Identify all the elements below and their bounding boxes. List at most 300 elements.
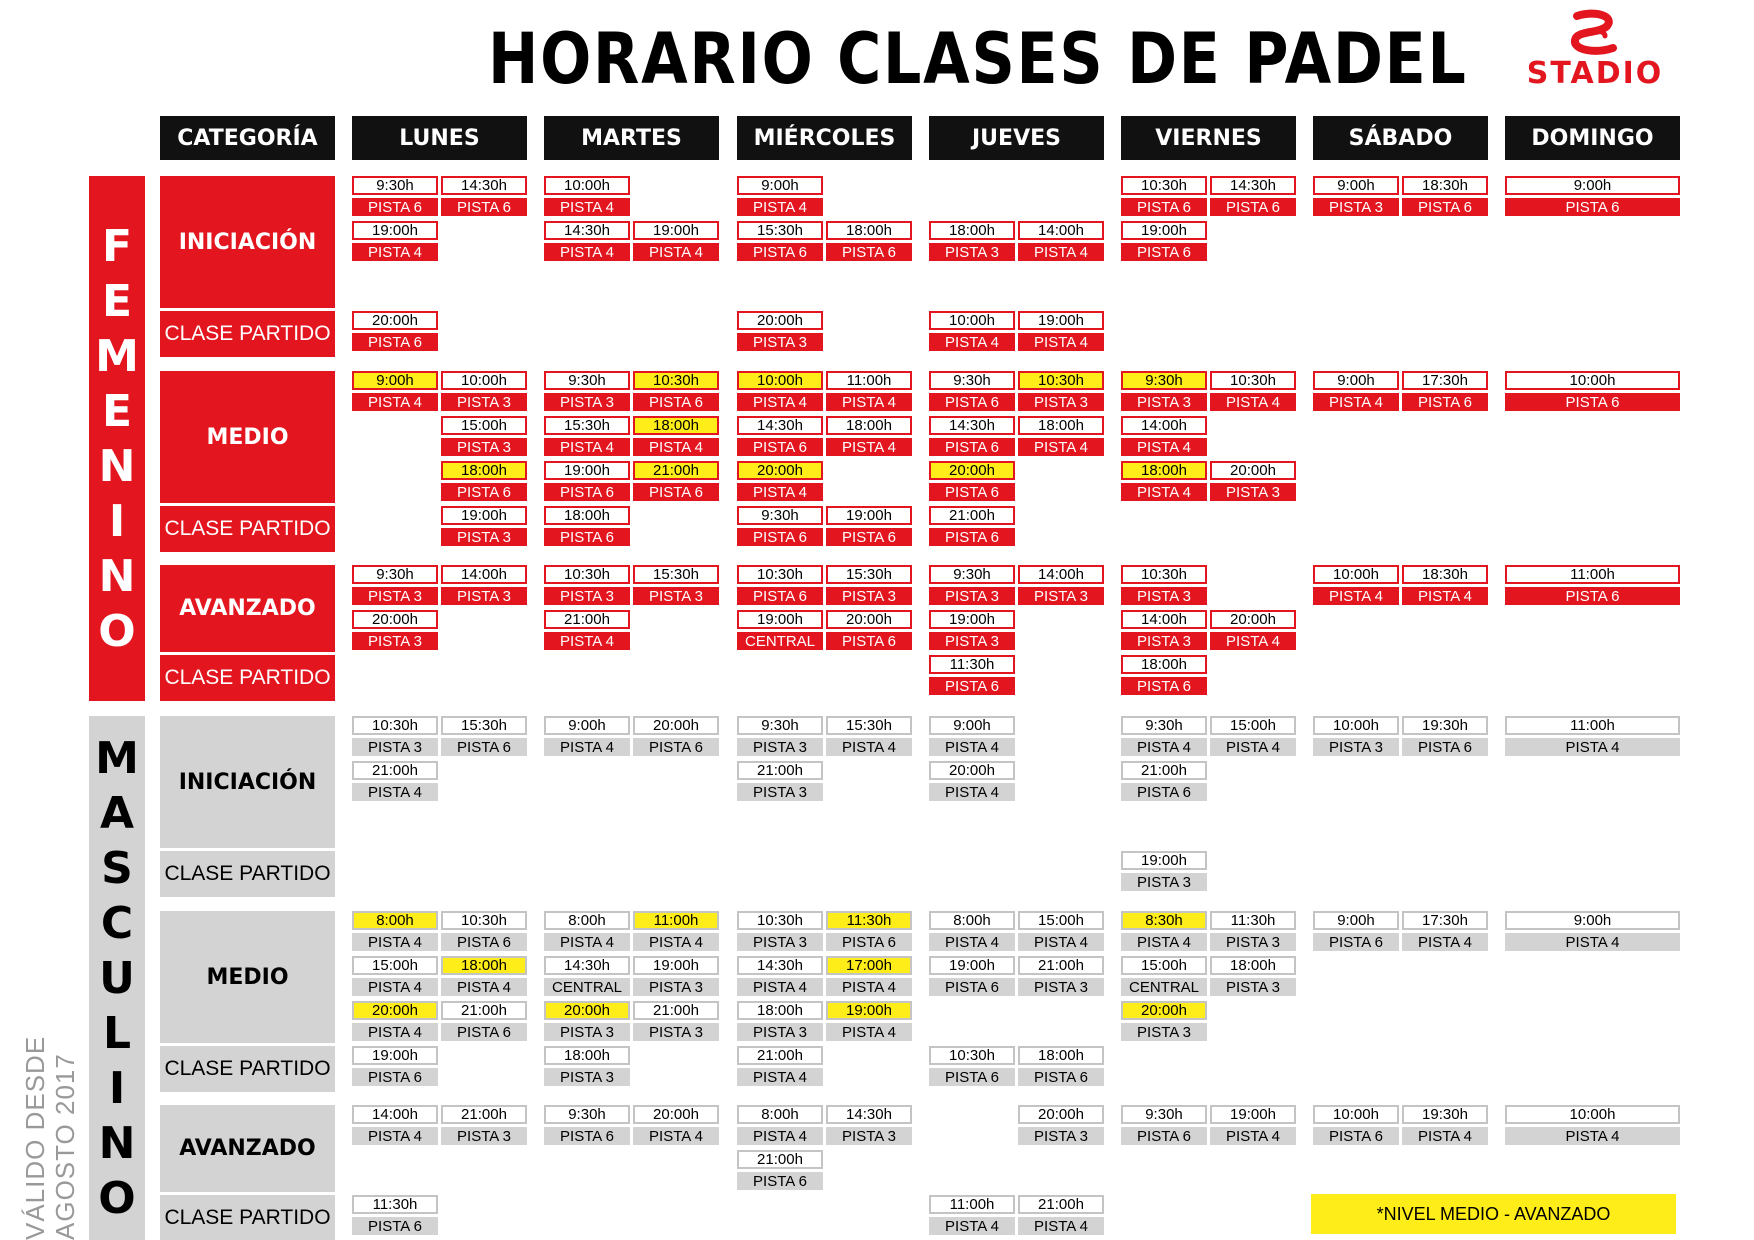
class-slot: [929, 565, 1015, 605]
logo-text: STADIO: [1526, 56, 1664, 91]
slot-time: 14:00h: [1018, 565, 1104, 584]
class-slot: [737, 761, 823, 801]
femenino-letter: O: [98, 605, 136, 657]
slot-court: PISTA 6: [737, 1172, 823, 1190]
class-slot: [826, 371, 912, 411]
slot-court: PISTA 6: [826, 243, 912, 261]
slot-time: 10:30h: [1121, 176, 1207, 195]
slot-court: PISTA 6: [929, 483, 1015, 501]
slot-court: PISTA 6: [929, 528, 1015, 546]
slot-time-highlighted: 18:00h: [1121, 461, 1207, 480]
slot-time: 14:30h: [544, 221, 630, 240]
slot-time: 18:30h: [1402, 176, 1488, 195]
masculino-letter: N: [98, 1117, 136, 1169]
class-slot: [1121, 610, 1207, 650]
class-slot: [1402, 716, 1488, 756]
slot-time: 11:30h: [352, 1195, 438, 1214]
slot-court: PISTA 6: [737, 528, 823, 546]
class-slot: [737, 1150, 823, 1190]
slot-time-highlighted: 17:00h: [826, 956, 912, 975]
slot-court: PISTA 4: [1210, 738, 1296, 756]
slot-time-highlighted: 20:00h: [1121, 1001, 1207, 1020]
slot-court: PISTA 4: [544, 632, 630, 650]
slot-court: PISTA 4: [633, 243, 719, 261]
slot-time: 15:30h: [737, 221, 823, 240]
mas-medio-label: MEDIO: [160, 911, 335, 1043]
slot-time: 8:00h: [737, 1105, 823, 1124]
slot-time: 9:30h: [1121, 716, 1207, 735]
slot-time: 10:00h: [441, 371, 527, 390]
slot-time: 18:00h: [1210, 956, 1296, 975]
class-slot: [633, 221, 719, 261]
class-slot: [826, 956, 912, 996]
slot-court: PISTA 3: [737, 933, 823, 951]
slot-time: 19:00h: [929, 956, 1015, 975]
slot-court: PISTA 3: [1018, 587, 1104, 605]
slot-court: PISTA 3: [1210, 483, 1296, 501]
slot-court: PISTA 4: [737, 1127, 823, 1145]
class-slot: [352, 610, 438, 650]
class-slot: [633, 416, 719, 456]
slot-court: PISTA 3: [1313, 738, 1399, 756]
slot-court: PISTA 4: [544, 243, 630, 261]
class-slot: [1210, 716, 1296, 756]
slot-time: 19:00h: [826, 506, 912, 525]
slot-court: PISTA 6: [352, 1068, 438, 1086]
slot-time-highlighted: 9:30h: [1121, 371, 1207, 390]
slot-time: 15:30h: [826, 716, 912, 735]
slot-court: PISTA 4: [1018, 933, 1104, 951]
slot-time: 11:30h: [929, 655, 1015, 674]
slot-time-highlighted: 18:00h: [633, 416, 719, 435]
slot-time: 9:00h: [1505, 176, 1680, 195]
class-slot: [544, 176, 630, 216]
slot-court: PISTA 4: [737, 1068, 823, 1086]
class-slot: [633, 461, 719, 501]
slot-time: 10:30h: [737, 911, 823, 930]
class-slot: [826, 911, 912, 951]
slot-court: PISTA 4: [826, 438, 912, 456]
slot-court: PISTA 6: [1505, 393, 1680, 411]
class-slot: [1505, 716, 1680, 756]
slot-time: 19:00h: [1210, 1105, 1296, 1124]
slot-time: 18:00h: [544, 506, 630, 525]
class-slot: [737, 716, 823, 756]
slot-court: PISTA 6: [737, 438, 823, 456]
slot-court: PISTA 4: [1402, 587, 1488, 605]
class-slot: [352, 371, 438, 411]
slot-court: PISTA 4: [1505, 933, 1680, 951]
class-slot: [1121, 176, 1207, 216]
slot-time: 9:00h: [544, 716, 630, 735]
slot-time: 19:00h: [929, 610, 1015, 629]
slot-court: PISTA 3: [737, 1023, 823, 1041]
slot-time: 9:30h: [737, 506, 823, 525]
class-slot: [929, 371, 1015, 411]
class-slot: [929, 610, 1015, 650]
slot-court: PISTA 6: [633, 483, 719, 501]
class-slot: [441, 416, 527, 456]
slot-time-highlighted: 10:30h: [1018, 371, 1104, 390]
slot-court: PISTA 3: [1018, 393, 1104, 411]
slot-court: PISTA 6: [1121, 243, 1207, 261]
slot-time: 18:00h: [826, 221, 912, 240]
femenino-letter: F: [101, 220, 133, 272]
slot-time: 8:00h: [929, 911, 1015, 930]
slot-time: 14:00h: [441, 565, 527, 584]
page-title: HORARIO CLASES DE PADEL: [488, 18, 1468, 100]
slot-court: PISTA 3: [1121, 1023, 1207, 1041]
slot-court: PISTA 6: [737, 587, 823, 605]
class-slot: [352, 176, 438, 216]
slot-court: CENTRAL: [737, 632, 823, 650]
slot-court: PISTA 6: [441, 933, 527, 951]
class-slot: [352, 911, 438, 951]
slot-court: PISTA 4: [1121, 738, 1207, 756]
slot-court: PISTA 6: [929, 438, 1015, 456]
class-slot: [1018, 1105, 1104, 1145]
masculino-letter: C: [100, 897, 134, 949]
class-slot: [1402, 911, 1488, 951]
slot-time: 15:00h: [1210, 716, 1296, 735]
class-slot: [1121, 221, 1207, 261]
class-slot: [544, 1001, 630, 1041]
slot-court: PISTA 3: [441, 528, 527, 546]
class-slot: [441, 956, 527, 996]
slot-court: PISTA 3: [1210, 978, 1296, 996]
class-slot: [544, 565, 630, 605]
class-slot: [1210, 610, 1296, 650]
slot-time: 18:00h: [1018, 416, 1104, 435]
class-slot: [544, 221, 630, 261]
class-slot: [1313, 176, 1399, 216]
class-slot: [737, 1105, 823, 1145]
fem-iniciacion-clase-partido: CLASE PARTIDO: [160, 311, 335, 357]
slot-court: PISTA 4: [1018, 243, 1104, 261]
slot-court: PISTA 4: [1018, 333, 1104, 351]
class-slot: [544, 371, 630, 411]
class-slot: [1505, 911, 1680, 951]
class-slot: [929, 506, 1015, 546]
slot-court: PISTA 4: [544, 198, 630, 216]
slot-time: 10:00h: [1313, 716, 1399, 735]
slot-court: CENTRAL: [1121, 978, 1207, 996]
slot-time-highlighted: 11:00h: [633, 911, 719, 930]
slot-time-highlighted: 9:00h: [352, 371, 438, 390]
slot-time: 21:00h: [441, 1105, 527, 1124]
slot-court: PISTA 6: [737, 243, 823, 261]
slot-time-highlighted: 10:00h: [737, 371, 823, 390]
mas-avanzado-clase-partido: CLASE PARTIDO: [160, 1195, 335, 1240]
header-day-miercoles: MIÉRCOLES: [737, 116, 912, 160]
slot-court: PISTA 3: [1121, 632, 1207, 650]
class-slot: [544, 1105, 630, 1145]
femenino-letter: E: [101, 385, 133, 437]
slot-court: PISTA 4: [826, 1023, 912, 1041]
slot-time: 9:30h: [737, 716, 823, 735]
slot-court: PISTA 3: [1018, 978, 1104, 996]
class-slot: [352, 221, 438, 261]
class-slot: [1505, 371, 1680, 411]
slot-time: 21:00h: [929, 506, 1015, 525]
class-slot: [1121, 761, 1207, 801]
class-slot: [929, 911, 1015, 951]
slot-time: 18:00h: [1121, 655, 1207, 674]
class-slot: [633, 911, 719, 951]
class-slot: [737, 1046, 823, 1086]
slot-court: PISTA 6: [441, 738, 527, 756]
class-slot: [826, 1001, 912, 1041]
class-slot: [633, 371, 719, 411]
class-slot: [737, 461, 823, 501]
class-slot: [826, 1105, 912, 1145]
class-slot: [1121, 911, 1207, 951]
class-slot: [929, 1195, 1015, 1235]
slot-time: 14:00h: [1121, 610, 1207, 629]
slot-court: PISTA 3: [441, 587, 527, 605]
class-slot: [826, 221, 912, 261]
class-slot: [1313, 1105, 1399, 1145]
slot-time-highlighted: 18:00h: [441, 461, 527, 480]
slot-time: 14:30h: [929, 416, 1015, 435]
slot-time: 18:00h: [1018, 1046, 1104, 1065]
group-masculino-bar: [89, 716, 145, 1240]
slot-court: PISTA 4: [1402, 933, 1488, 951]
class-slot: [826, 610, 912, 650]
slot-court: PISTA 3: [826, 587, 912, 605]
slot-court: PISTA 4: [1210, 393, 1296, 411]
slot-court: PISTA 3: [544, 1068, 630, 1086]
slot-court: PISTA 3: [633, 587, 719, 605]
slot-court: PISTA 6: [1121, 1127, 1207, 1145]
slot-time: 15:00h: [352, 956, 438, 975]
class-slot: [352, 1001, 438, 1041]
class-slot: [929, 716, 1015, 756]
slot-court: PISTA 6: [1402, 738, 1488, 756]
slot-court: PISTA 3: [826, 1127, 912, 1145]
group-femenino-bar: [89, 176, 145, 701]
slot-court: PISTA 4: [1121, 483, 1207, 501]
slot-time: 9:30h: [1121, 1105, 1207, 1124]
class-slot: [1121, 416, 1207, 456]
class-slot: [1402, 565, 1488, 605]
mas-avanzado-label: AVANZADO: [160, 1105, 335, 1192]
class-slot: [1313, 716, 1399, 756]
slot-court: PISTA 6: [1402, 393, 1488, 411]
slot-time: 19:00h: [544, 461, 630, 480]
class-slot: [441, 461, 527, 501]
masculino-letter: S: [101, 842, 133, 894]
slot-court: PISTA 6: [441, 483, 527, 501]
slot-court: PISTA 3: [1121, 587, 1207, 605]
slot-court: PISTA 3: [633, 1023, 719, 1041]
slot-court: PISTA 3: [737, 738, 823, 756]
class-slot: [1313, 371, 1399, 411]
slot-time-highlighted: 21:00h: [633, 461, 719, 480]
class-slot: [352, 956, 438, 996]
class-slot: [929, 461, 1015, 501]
slot-time: 10:30h: [1121, 565, 1207, 584]
class-slot: [737, 956, 823, 996]
class-slot: [1018, 956, 1104, 996]
slot-time: 14:30h: [737, 416, 823, 435]
slot-court: PISTA 4: [1018, 1217, 1104, 1235]
slot-court: PISTA 6: [1313, 1127, 1399, 1145]
class-slot: [1121, 956, 1207, 996]
slot-time: 18:00h: [826, 416, 912, 435]
class-slot: [352, 716, 438, 756]
slot-time: 20:00h: [1018, 1105, 1104, 1124]
slot-time: 14:30h: [737, 956, 823, 975]
slot-time: 15:00h: [1121, 956, 1207, 975]
class-slot: [929, 416, 1015, 456]
slot-time: 21:00h: [441, 1001, 527, 1020]
slot-time: 14:30h: [441, 176, 527, 195]
slot-court: PISTA 4: [929, 1217, 1015, 1235]
slot-court: PISTA 4: [1018, 438, 1104, 456]
slot-time-highlighted: 8:30h: [1121, 911, 1207, 930]
slot-time: 21:00h: [737, 761, 823, 780]
slot-time: 10:00h: [1313, 1105, 1399, 1124]
slot-court: PISTA 6: [352, 1217, 438, 1235]
slot-court: PISTA 3: [737, 333, 823, 351]
slot-court: PISTA 6: [352, 198, 438, 216]
slot-time: 9:00h: [1313, 176, 1399, 195]
slot-court: PISTA 6: [441, 1023, 527, 1041]
slot-court: PISTA 6: [1121, 783, 1207, 801]
mas-iniciacion-label: INICIACIÓN: [160, 716, 335, 848]
slot-court: PISTA 6: [352, 333, 438, 351]
class-slot: [1210, 911, 1296, 951]
class-slot: [826, 565, 912, 605]
slot-court: PISTA 4: [1121, 438, 1207, 456]
slot-time: 19:00h: [737, 610, 823, 629]
slot-court: PISTA 3: [352, 587, 438, 605]
slot-court: PISTA 6: [544, 1127, 630, 1145]
slot-time: 14:30h: [826, 1105, 912, 1124]
slot-court: PISTA 3: [441, 1127, 527, 1145]
class-slot: [929, 956, 1015, 996]
class-slot: [1505, 1105, 1680, 1145]
class-slot: [1210, 956, 1296, 996]
slot-time: 17:30h: [1402, 911, 1488, 930]
class-slot: [737, 911, 823, 951]
slot-court: PISTA 6: [1121, 677, 1207, 695]
slot-court: PISTA 4: [633, 933, 719, 951]
class-slot: [352, 1105, 438, 1145]
slot-court: PISTA 3: [737, 783, 823, 801]
slot-court: PISTA 3: [544, 1023, 630, 1041]
slot-time-highlighted: 20:00h: [544, 1001, 630, 1020]
class-slot: [1018, 565, 1104, 605]
class-slot: [1313, 565, 1399, 605]
header-day-domingo: DOMINGO: [1505, 116, 1680, 160]
slot-time: 19:30h: [1402, 1105, 1488, 1124]
slot-time: 9:30h: [352, 565, 438, 584]
slot-court: PISTA 4: [826, 738, 912, 756]
masculino-letter: I: [108, 1062, 126, 1114]
slot-court: PISTA 3: [352, 738, 438, 756]
slot-time: 10:30h: [929, 1046, 1015, 1065]
fem-medio-clase-partido: CLASE PARTIDO: [160, 506, 335, 552]
slot-court: PISTA 4: [544, 438, 630, 456]
slot-court: PISTA 6: [1505, 587, 1680, 605]
class-slot: [929, 311, 1015, 351]
slot-time: 19:00h: [352, 1046, 438, 1065]
slot-court: PISTA 6: [929, 1068, 1015, 1086]
class-slot: [826, 716, 912, 756]
masculino-letter: O: [98, 1172, 136, 1224]
slot-court: PISTA 4: [1402, 1127, 1488, 1145]
slot-time: 10:00h: [1505, 1105, 1680, 1124]
femenino-letter: N: [98, 550, 136, 602]
class-slot: [352, 761, 438, 801]
slot-time: 11:30h: [1210, 911, 1296, 930]
slot-court: PISTA 6: [1121, 198, 1207, 216]
class-slot: [441, 506, 527, 546]
validity-line-1: VÁLIDO DESDE: [20, 1035, 50, 1240]
slot-time: 21:00h: [1018, 956, 1104, 975]
class-slot: [633, 1105, 719, 1145]
slot-court: PISTA 4: [1121, 933, 1207, 951]
mas-medio-clase-partido: CLASE PARTIDO: [160, 1046, 335, 1092]
class-slot: [1121, 851, 1207, 891]
slot-time: 19:00h: [1121, 221, 1207, 240]
slot-court: PISTA 4: [352, 933, 438, 951]
slot-time: 21:00h: [352, 761, 438, 780]
slot-time-highlighted: 20:00h: [737, 461, 823, 480]
header-day-lunes: LUNES: [352, 116, 527, 160]
class-slot: [352, 1195, 438, 1235]
class-slot: [1121, 461, 1207, 501]
class-slot: [544, 1046, 630, 1086]
slot-court: PISTA 4: [929, 933, 1015, 951]
slot-court: PISTA 4: [352, 1023, 438, 1041]
class-slot: [633, 565, 719, 605]
slot-time: 21:00h: [737, 1046, 823, 1065]
class-slot: [633, 956, 719, 996]
slot-time: 10:30h: [737, 565, 823, 584]
class-slot: [826, 416, 912, 456]
class-slot: [737, 610, 823, 650]
validity-note: [20, 1036, 80, 1240]
slot-court: PISTA 3: [352, 632, 438, 650]
slot-time: 20:00h: [1210, 461, 1296, 480]
slot-court: PISTA 3: [1313, 198, 1399, 216]
slot-court: PISTA 4: [929, 333, 1015, 351]
class-slot: [1018, 416, 1104, 456]
class-slot: [1018, 311, 1104, 351]
slot-court: PISTA 4: [544, 933, 630, 951]
class-slot: [929, 655, 1015, 695]
slot-time: 9:00h: [1505, 911, 1680, 930]
slot-court: PISTA 6: [544, 528, 630, 546]
slot-time: 11:00h: [1505, 716, 1680, 735]
class-slot: [441, 716, 527, 756]
class-slot: [737, 506, 823, 546]
slot-time: 20:00h: [737, 311, 823, 330]
slot-time: 15:00h: [1018, 911, 1104, 930]
slot-court: PISTA 3: [1018, 1127, 1104, 1145]
slot-time: 17:30h: [1402, 371, 1488, 390]
class-slot: [929, 221, 1015, 261]
slot-court: PISTA 3: [544, 587, 630, 605]
masculino-letter: M: [95, 732, 139, 784]
slot-court: PISTA 3: [1121, 393, 1207, 411]
class-slot: [352, 311, 438, 351]
slot-court: PISTA 4: [352, 978, 438, 996]
femenino-letter: I: [108, 495, 126, 547]
